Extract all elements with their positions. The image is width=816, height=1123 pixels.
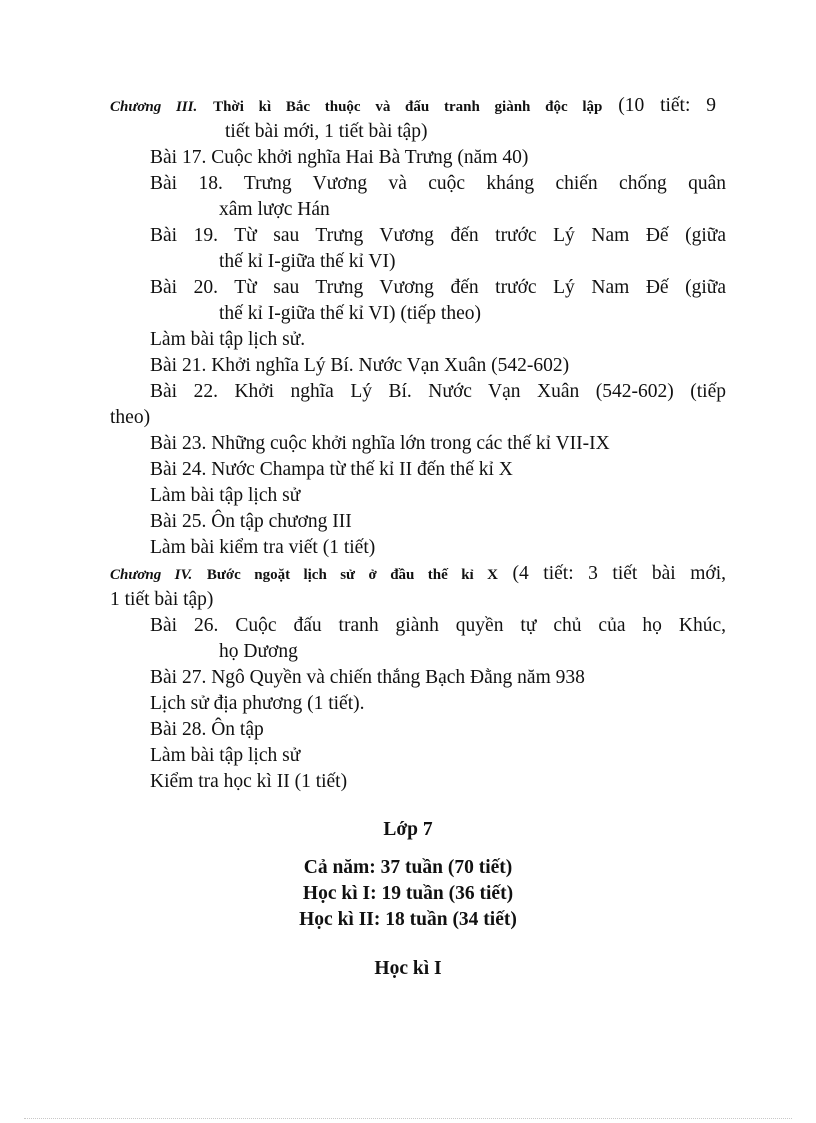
exercise-2: Làm bài tập lịch sử	[150, 485, 301, 506]
lesson-20-line-1: Bài 20. Từ sau Trưng Vương đến trước Lý Nam Đế (giữa	[150, 277, 726, 298]
chapter-4-heading	[110, 561, 726, 588]
chapter-4-label: Chương IV.	[110, 567, 193, 583]
grade-7-title: Lớp 7	[383, 819, 433, 840]
test-1: Làm bài kiểm tra viết (1 tiết)	[150, 537, 376, 558]
lesson-22-line-2: theo)	[110, 407, 151, 428]
lesson-25: Bài 25. Ôn tập chương III	[150, 511, 352, 532]
semester-1-heading: Học kì I	[374, 958, 442, 979]
page-bottom-divider	[24, 1118, 792, 1119]
chapter-4-title: Bước ngoặt lịch sử ở đầu thế kỉ X	[206, 567, 498, 583]
exercise-3: Làm bài tập lịch sử	[150, 745, 301, 766]
chapter-3-note-1: (10 tiết: 9	[618, 95, 716, 116]
chapter-3-label: Chương III.	[110, 99, 198, 115]
chapter-4-note-1: (4 tiết: 3 tiết bài mới,	[512, 563, 727, 584]
lesson-19-line-1: Bài 19. Từ sau Trưng Vương đến trước Lý Nam Đế (giữa	[150, 225, 726, 246]
lesson-22-line-1: Bài 22. Khởi nghĩa Lý Bí. Nước Vạn Xuân (542-602) (tiếp	[150, 381, 726, 402]
lesson-23: Bài 23. Những cuộc khởi nghĩa lớn trong các thế kỉ VII-IX	[150, 433, 610, 454]
chapter-3-title: Thời kì Bắc thuộc và đấu tranh giành độc lập	[213, 99, 603, 115]
lesson-24: Bài 24. Nước Champa từ thế kỉ II đến thế kỉ X	[150, 459, 513, 480]
grade-7-year: Cả năm: 37 tuần (70 tiết)	[303, 857, 513, 878]
chapter-4-note-2: 1 tiết bài tập)	[110, 589, 214, 610]
lesson-26-line-1: Bài 26. Cuộc đấu tranh giành quyền tự chủ của họ Khúc,	[150, 615, 726, 636]
chapter-3-note-2: tiết bài mới, 1 tiết bài tập)	[225, 121, 428, 142]
test-2: Kiểm tra học kì II (1 tiết)	[150, 771, 348, 792]
lesson-20-line-2: thế kỉ I-giữa thế kỉ VI) (tiếp theo)	[219, 303, 482, 324]
lesson-18-line-2: xâm lược Hán	[219, 199, 330, 220]
lesson-18-line-1: Bài 18. Trưng Vương và cuộc kháng chiến chống quân	[150, 173, 726, 194]
lesson-17: Bài 17. Cuộc khởi nghĩa Hai Bà Trưng (năm 40)	[150, 147, 529, 168]
lesson-26-line-2: họ Dương	[219, 641, 298, 662]
lesson-28: Bài 28. Ôn tập	[150, 719, 264, 740]
grade-7-semester-2: Học kì II: 18 tuần (34 tiết)	[299, 909, 517, 930]
local-history: Lịch sử địa phương (1 tiết).	[150, 693, 365, 714]
lesson-27: Bài 27. Ngô Quyền và chiến thắng Bạch Đằng năm 938	[150, 667, 585, 688]
grade-7-semester-1: Học kì I: 19 tuần (36 tiết)	[302, 883, 514, 904]
lesson-19-line-2: thế kỉ I-giữa thế kỉ VI)	[219, 251, 396, 272]
chapter-3-heading	[110, 93, 716, 120]
exercise-1: Làm bài tập lịch sử.	[150, 329, 306, 350]
lesson-21: Bài 21. Khởi nghĩa Lý Bí. Nước Vạn Xuân (542-602)	[150, 355, 570, 376]
